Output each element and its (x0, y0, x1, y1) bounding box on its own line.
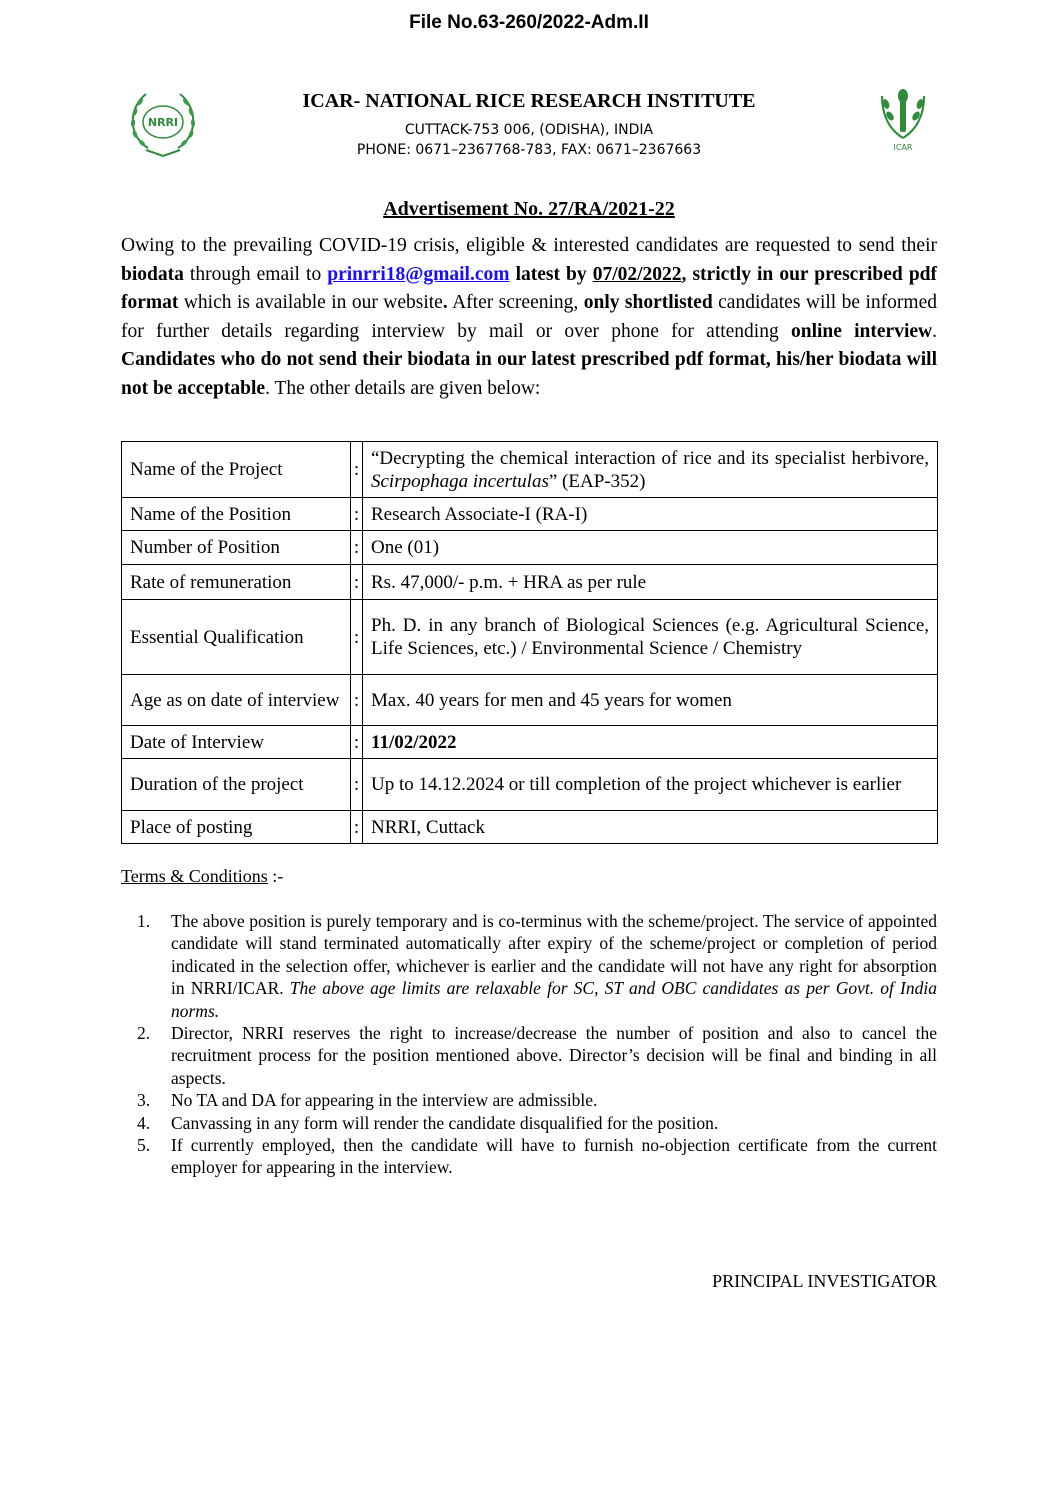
icar-logo (872, 84, 934, 154)
row-label: Name of the Project (122, 442, 351, 498)
item-number: 4. (137, 1112, 151, 1133)
project-text: “Decrypting the chemical interaction of rice and its specialist herbivore, (371, 447, 929, 469)
row-label: Place of posting (122, 811, 351, 844)
intro-text: After screening, (447, 292, 584, 314)
interview-date: 11/02/2022 (371, 731, 457, 753)
row-label: Date of Interview (122, 726, 351, 759)
table-row (122, 675, 938, 726)
table-row (122, 442, 938, 498)
item-number: 1. (137, 911, 151, 931)
terms-heading-text: Terms & Conditions (121, 866, 268, 886)
phone-line: PHONE: 0671–2367768-783, FAX: 0671–2367663 (356, 142, 702, 158)
row-separator: : (351, 442, 363, 498)
item-text: No TA and DA for appearing in the interview are admissible. (171, 1090, 598, 1111)
row-value: One (01) (363, 531, 938, 565)
intro-text: Owing to the prevailing COVID-19 crisis, eligible & interested candidates are requested to send their (121, 235, 937, 256)
row-value: Ph. D. in any branch of Biological Sciences (e.g. Agricultural Science, Life Sciences, etc.) / Environmental Science / Chemistry (363, 600, 938, 675)
terms-list (121, 910, 937, 1179)
intro-bold: . (442, 292, 448, 314)
list-item (121, 1022, 937, 1089)
intro-text: . The other details are given below: (265, 377, 541, 399)
item-text: Director, NRRI reserves the right to increase/decrease the number of position and also to cancel the recruitment process for the position mentioned above. Director’s decision will be final and binding in all aspects. (171, 1023, 937, 1088)
intro-text: through email to (183, 263, 328, 285)
list-item (121, 1112, 937, 1134)
item-number: 5. (137, 1135, 151, 1156)
row-separator: : (351, 600, 363, 675)
table-row (122, 498, 938, 531)
item-number: 2. (137, 1023, 151, 1044)
terms-heading (121, 866, 283, 887)
item-text: If currently employed, then the candidate will have to furnish no-objection certificate from the current employer for appearing in the interview. (171, 1135, 937, 1178)
row-label: Duration of the project (122, 759, 351, 811)
item-text: The above position is purely temporary and is co-terminus with the scheme/project. The service of appointed candidate will stand terminated automatically after expiry of the scheme/project or completion of period indicated in the selection offer, whichever is earlier and the candidate will not have any right for absorption in NRRI/ICAR. (171, 911, 937, 999)
row-value: Up to 14.12.2024 or till completion of the project whichever is earlier (363, 759, 938, 811)
advertisement-title: Advertisement No. 27/RA/2021-22 (383, 198, 675, 220)
row-value: Max. 40 years for men and 45 years for women (363, 675, 938, 726)
position-details-table (121, 441, 938, 844)
intro-text: which is available in our website (178, 292, 443, 314)
table-row (122, 811, 938, 844)
intro-text: . (932, 320, 937, 342)
list-item (121, 1134, 937, 1179)
row-separator: : (351, 726, 363, 759)
intro-bold: Candidates who do not send their biodata in our latest prescribed pdf format, his/her biodata will not be acceptable (121, 349, 937, 399)
row-value (363, 726, 938, 759)
svg-text:NRRI: NRRI (147, 116, 179, 129)
list-item (121, 1089, 937, 1111)
row-label: Rate of remuneration (122, 565, 351, 600)
row-value: Research Associate-I (RA-I) (363, 498, 938, 531)
project-species: Scirpophaga incertulas (371, 470, 549, 492)
table-row (122, 600, 938, 675)
signature-title: PRINCIPAL INVESTIGATOR (712, 1271, 937, 1291)
intro-bold: latest by (515, 263, 593, 285)
row-value: Rs. 47,000/- p.m. + HRA as per rule (363, 565, 938, 600)
row-separator: : (351, 759, 363, 811)
row-value: NRRI, Cuttack (363, 811, 938, 844)
terms-heading-suffix: :- (267, 866, 284, 886)
row-label: Age as on date of interview (122, 675, 351, 726)
intro-paragraph (121, 232, 937, 404)
table-row (122, 565, 938, 600)
intro-bold: biodata (121, 263, 184, 285)
list-item (121, 910, 937, 1022)
deadline-date: 07/02/2022 (592, 263, 682, 285)
row-separator: : (351, 675, 363, 726)
table-row (122, 759, 938, 811)
row-label: Name of the Position (122, 498, 351, 531)
email-link[interactable]: prinrri18@gmail.com (327, 263, 510, 285)
intro-text: candidates will be informed for further details regarding interview by mail or over phone for attending (121, 292, 937, 342)
item-italic-text: The above age limits are relaxable for SC, ST and OBC candidates as per Govt. of India norms. (171, 978, 937, 1021)
intro-bold: only shortlisted (583, 292, 713, 314)
project-code: ” (EAP-352) (548, 470, 646, 492)
institute-name: ICAR- NATIONAL RICE RESEARCH INSTITUTE (302, 90, 756, 112)
svg-text:ICAR: ICAR (893, 143, 913, 152)
item-text: Canvassing in any form will render the candidate disqualified for the position. (171, 1112, 719, 1133)
row-separator: : (351, 498, 363, 531)
item-number: 3. (137, 1090, 151, 1111)
row-value (363, 442, 938, 498)
row-separator: : (351, 565, 363, 600)
row-label: Number of Position (122, 531, 351, 565)
address-line: CUTTACK-753 006, (ODISHA), INDIA (404, 122, 654, 138)
row-separator: : (351, 531, 363, 565)
file-number: File No.63-260/2022-Adm.II (409, 12, 649, 33)
row-separator: : (351, 811, 363, 844)
intro-bold: , strictly in our prescribed pdf format (121, 263, 937, 314)
table-row (122, 531, 938, 565)
table-row (122, 726, 938, 759)
row-label: Essential Qualification (122, 600, 351, 675)
intro-bold: online interview (790, 320, 933, 342)
